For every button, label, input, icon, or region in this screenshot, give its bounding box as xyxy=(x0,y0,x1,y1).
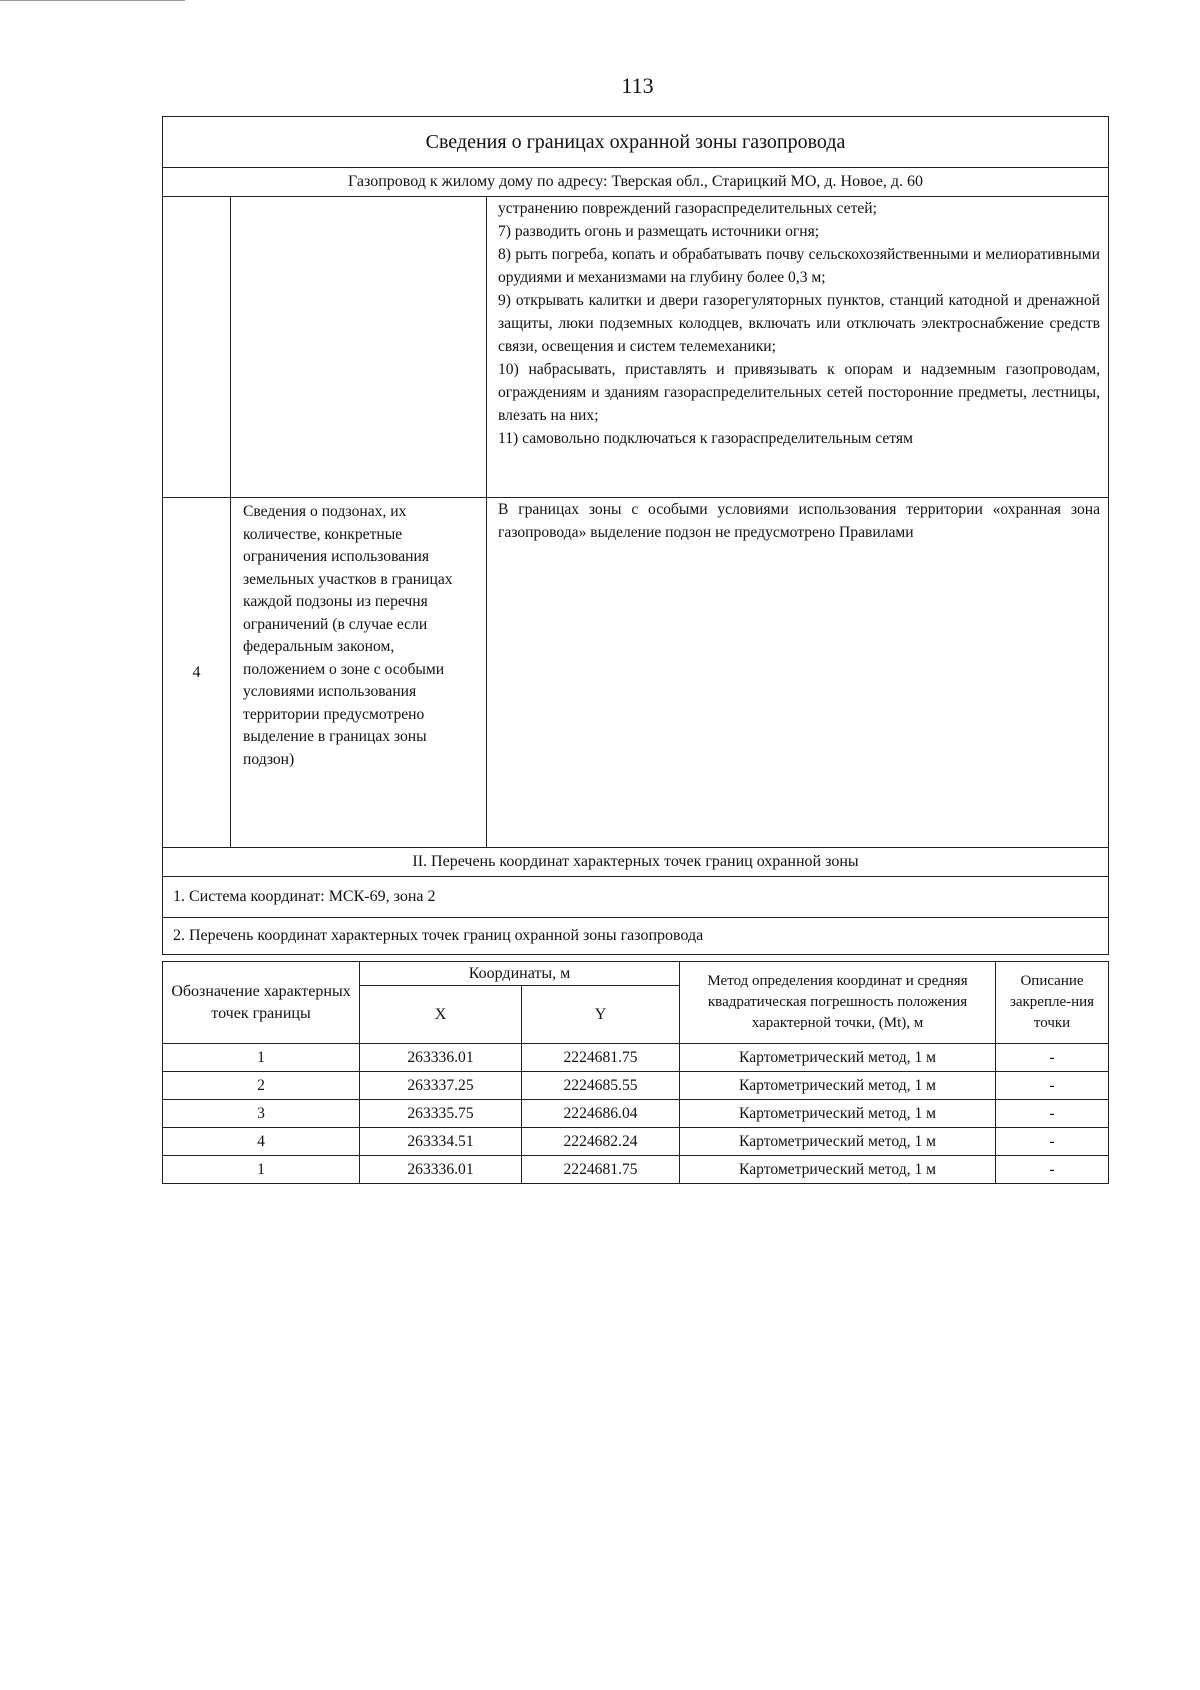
method: Картометрический метод, 1 м xyxy=(680,1100,996,1128)
table-row xyxy=(163,1044,1109,1072)
restriction-item: 9) открывать калитки и двери газорегуляторных пунктов, станций катодной и дренажной защиты, люки подземных колодцев, включать или отключать электроснабжение средств связи, освещения и систем телемеханики; xyxy=(498,292,1101,355)
header-description: Описание закрепле-ния точки xyxy=(996,962,1109,1044)
table-row xyxy=(163,1100,1109,1128)
restriction-item: 8) рыть погреба, копать и обрабатывать почву сельскохозяйственными и мелиоративными орудиями и механизмами на глубину более 0,3 м; xyxy=(498,246,1101,286)
restriction-item: 10) набрасывать, приставлять и привязывать к опорам и надземным газопроводам, ограждениям и зданиям газораспределительных сетей посторонние предметы, лестницы, влезать на них; xyxy=(498,361,1101,424)
coord-y: 2224682.24 xyxy=(522,1128,680,1156)
header-points: Обозначение характерных точек границы xyxy=(163,962,360,1044)
coord-y: 2224681.75 xyxy=(522,1044,680,1072)
coordinates-table xyxy=(162,961,1109,1184)
document-title: Сведения о границах охранной зоны газопровода xyxy=(163,117,1109,168)
header-coordinates: Координаты, м xyxy=(360,962,680,986)
method: Картометрический метод, 1 м xyxy=(680,1128,996,1156)
table-row xyxy=(163,1156,1109,1184)
method: Картометрический метод, 1 м xyxy=(680,1156,996,1184)
coord-x: 263337.25 xyxy=(360,1072,522,1100)
coord-x: 263335.75 xyxy=(360,1100,522,1128)
point-id: 4 xyxy=(163,1128,360,1156)
restriction-item: 11) самовольно подключаться к газораспределительным сетям xyxy=(498,430,913,447)
header-y: Y xyxy=(522,986,680,1044)
fixing-description: - xyxy=(996,1100,1109,1128)
coordinate-list-title: 2. Перечень координат характерных точек границ охранной зоны газопровода xyxy=(163,918,1109,955)
table-row xyxy=(163,1072,1109,1100)
row-label-empty xyxy=(231,197,487,498)
restrictions-list xyxy=(487,197,1109,498)
row-number-empty xyxy=(163,197,231,498)
fixing-description: - xyxy=(996,1128,1109,1156)
zone-info-table xyxy=(162,116,1109,955)
coord-x: 263334.51 xyxy=(360,1128,522,1156)
point-id: 2 xyxy=(163,1072,360,1100)
table-row xyxy=(163,1128,1109,1156)
subzones-value: В границах зоны с особыми условиями использования территории «охранная зона газопровода» выделение подзон не предусмотрено Правилами xyxy=(487,498,1109,848)
fixing-description: - xyxy=(996,1044,1109,1072)
subzones-label: Сведения о подзонах, их количестве, конкретные ограничения использования земельных участков в границах каждой подзоны из перечня ограничений (в случае если федеральным законом, положением о зоне с особыми условиями использования территории предусмотрено выделение в границах зоны подзон) xyxy=(231,498,487,848)
scan-edge-mark xyxy=(0,0,185,1)
coord-y: 2224681.75 xyxy=(522,1156,680,1184)
page-number: 113 xyxy=(621,73,654,98)
method: Картометрический метод, 1 м xyxy=(680,1044,996,1072)
fixing-description: - xyxy=(996,1072,1109,1100)
fixing-description: - xyxy=(996,1156,1109,1184)
restriction-item: устранению повреждений газораспределительных сетей; xyxy=(498,200,877,217)
row-number: 4 xyxy=(163,498,231,848)
header-method: Метод определения координат и средняя квадратическая погрешность положения характерной точки, (Mt), м xyxy=(680,962,996,1044)
pipeline-address: Газопровод к жилому дому по адресу: Тверская обл., Старицкий МО, д. Новое, д. 60 xyxy=(163,168,1109,197)
restriction-item: 7) разводить огонь и размещать источники огня; xyxy=(498,223,820,240)
coord-x: 263336.01 xyxy=(360,1156,522,1184)
section-heading: II. Перечень координат характерных точек границ охранной зоны xyxy=(163,848,1109,877)
coordinate-system: 1. Система координат: МСК-69, зона 2 xyxy=(163,877,1109,918)
coord-y: 2224686.04 xyxy=(522,1100,680,1128)
header-x: X xyxy=(360,986,522,1044)
coord-x: 263336.01 xyxy=(360,1044,522,1072)
method: Картометрический метод, 1 м xyxy=(680,1072,996,1100)
point-id: 3 xyxy=(163,1100,360,1128)
point-id: 1 xyxy=(163,1044,360,1072)
coord-y: 2224685.55 xyxy=(522,1072,680,1100)
point-id: 1 xyxy=(163,1156,360,1184)
